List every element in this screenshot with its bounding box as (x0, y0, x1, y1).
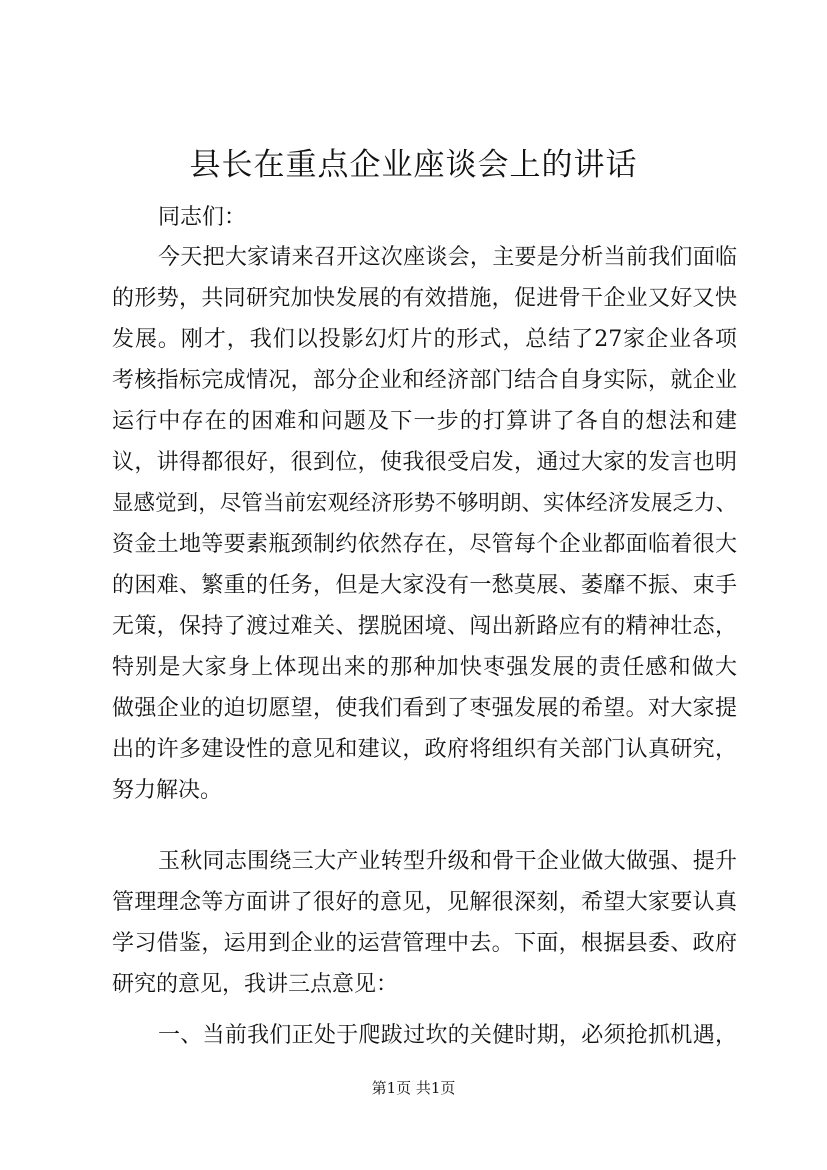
text-line: 运行中存在的困难和问题及下一步的打算讲了各自的想法和建 (112, 409, 737, 434)
text-line: 做强企业的迫切愿望，使我们看到了枣强发展的希望。对大家提 (112, 696, 737, 721)
text-line: 学习借鉴，运用到企业的运营管理中去。下面，根据县委、政府 (112, 931, 737, 956)
text-line: 的形势，共同研究加快发展的有效措施，促进骨干企业又好又快 (112, 286, 737, 311)
text-line: 努力解决。 (112, 778, 223, 803)
page-footer: 第1页 共1页 (371, 1079, 456, 1097)
text-line: 出的许多建设性的意见和建议，政府将组织有关部门认真研究， (112, 737, 737, 762)
text-line: 研究的意见，我讲三点意见： (112, 972, 399, 997)
document-title: 县长在重点企业座谈会上的讲话 (189, 147, 638, 183)
text-line: 考核指标完成情况，部分企业和经济部门结合自身实际，就企业 (112, 368, 737, 393)
text-line: 玉秋同志围绕三大产业转型升级和骨干企业做大做强、提升 (158, 849, 737, 874)
text-line: 一、当前我们正处于爬跋过坎的关健时期，必须抢抓机遇， (158, 1023, 737, 1048)
text-line: 议，讲得都很好，很到位，使我很受启发，通过大家的发言也明 (112, 450, 737, 475)
text-line: 发展。刚才，我们以投影幻灯片的形式，总结了27家企业各项 (112, 327, 737, 352)
salutation: 同志们： (158, 205, 247, 230)
text-line: 无策，保持了渡过难关、摆脱困境、闯出新路应有的精神壮态， (112, 614, 737, 639)
text-line: 的困难、繁重的任务，但是大家没有一愁莫展、萎靡不振、束手 (112, 573, 737, 598)
text-line: 资金土地等要素瓶颈制约依然存在，尽管每个企业都面临着很大 (112, 532, 737, 557)
text-line: 管理理念等方面讲了很好的意见，见解很深刻，希望大家要认真 (112, 890, 737, 915)
text-line: 今天把大家请来召开这次座谈会，主要是分析当前我们面临 (158, 245, 737, 270)
text-line: 显感觉到，尽管当前宏观经济形势不够明朗、实体经济发展乏力、 (112, 491, 737, 516)
text-line: 特别是大家身上体现出来的那种加快枣强发展的责任感和做大 (112, 655, 737, 680)
